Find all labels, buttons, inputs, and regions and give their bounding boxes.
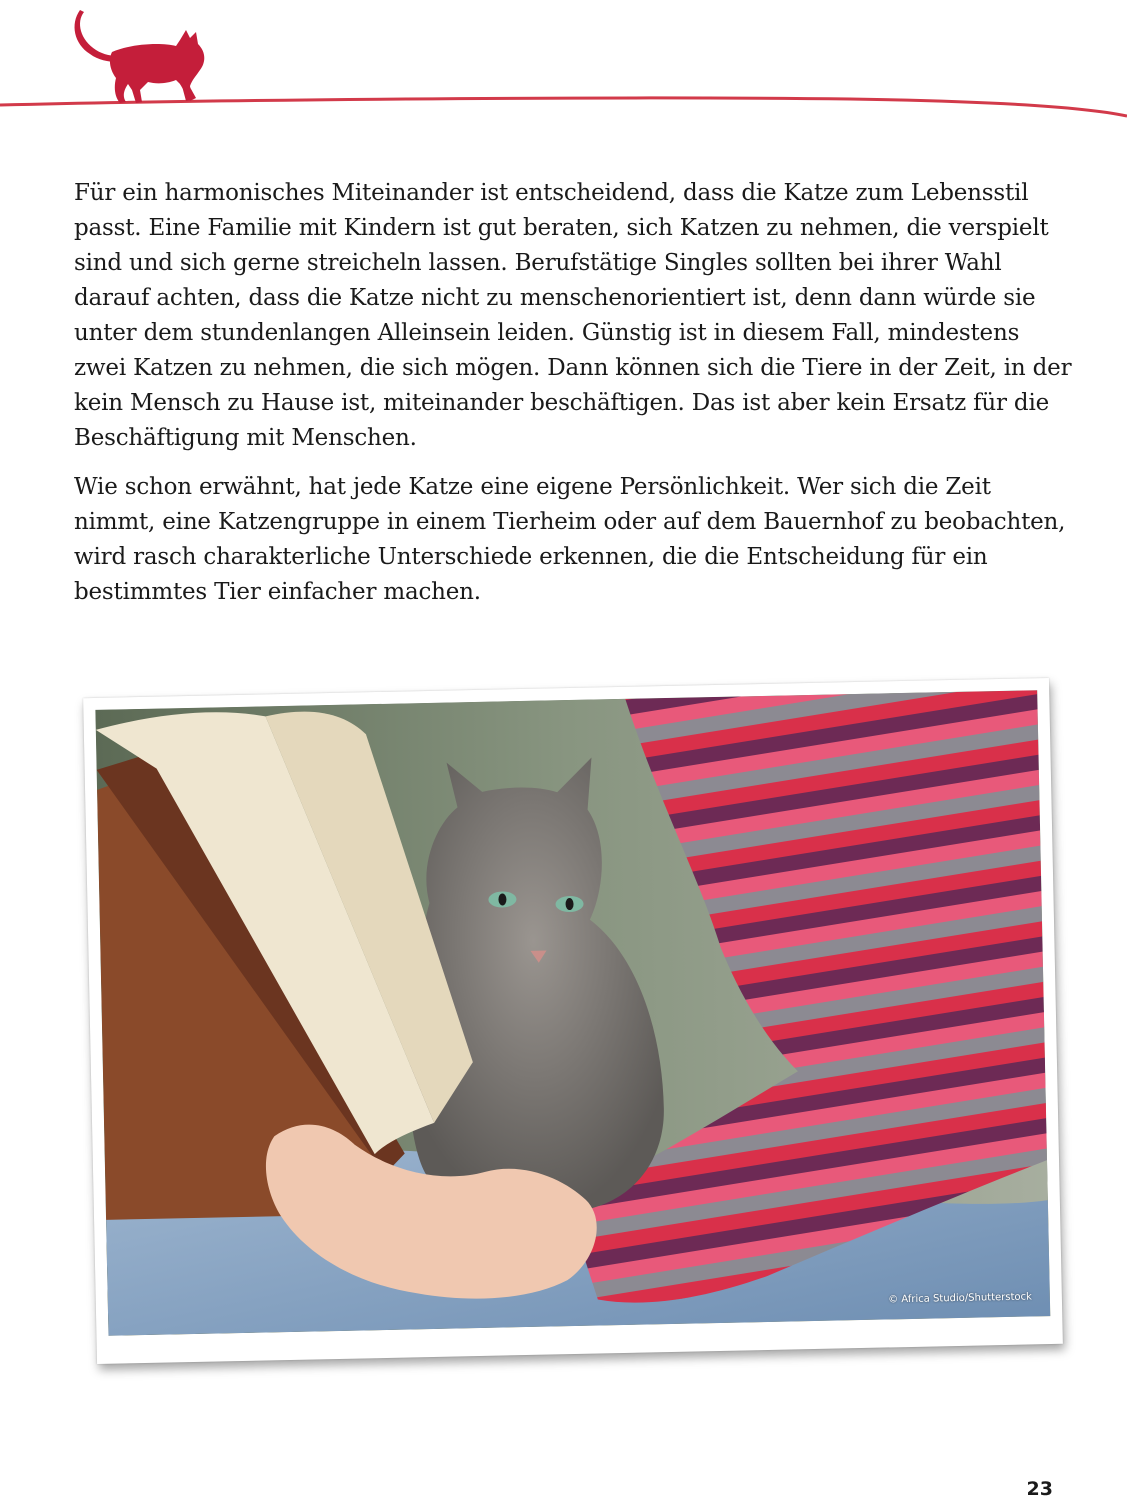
photo-figure bbox=[82, 678, 1072, 1378]
page-header bbox=[0, 0, 1127, 130]
cat-silhouette-icon bbox=[75, 10, 205, 103]
photo-credit: © Africa Studio/Shutterstock bbox=[888, 1291, 1032, 1306]
paragraph: Wie schon erwähnt, hat jede Katze eine eigene Persönlichkeit. Wer sich die Zeit nimmt, eine Katzengruppe in einem Tierheim oder auf dem Bauernhof zu beobachten, wird rasch charakterliche Unterschiede erkennen, die die Entscheidung für ein bestimmtes Tier einfacher machen. bbox=[74, 474, 1066, 605]
header-decoration bbox=[0, 0, 1127, 130]
article-body bbox=[74, 176, 1074, 624]
paragraph: Für ein harmonisches Miteinander ist entscheidend, dass die Katze zum Lebensstil passt. Eine Familie mit Kindern ist gut beraten, sich Katzen zu nehmen, die verspielt sind und sich gerne streicheln lassen. Berufstätige Singles sollten bei ihrer Wahl darauf achten, dass die Katze nicht zu menschenorientiert ist, denn dann würde sie unter dem stundenlangen Alleinsein leiden. Günstig ist in diesem Fall, mindestens zwei Katzen zu nehmen, die sich mögen. Dann können sich die Tiere in der Zeit, in der kein Mensch zu Hause ist, miteinander beschäftigen. Das ist aber kein Ersatz für die Beschäftigung mit Menschen. bbox=[74, 180, 1072, 451]
photo-frame bbox=[83, 678, 1063, 1364]
header-rule-line bbox=[0, 98, 1127, 116]
page-number: 23 bbox=[1026, 1478, 1053, 1500]
cat-photo bbox=[95, 690, 1050, 1336]
cat-reading-illustration bbox=[95, 690, 1050, 1336]
